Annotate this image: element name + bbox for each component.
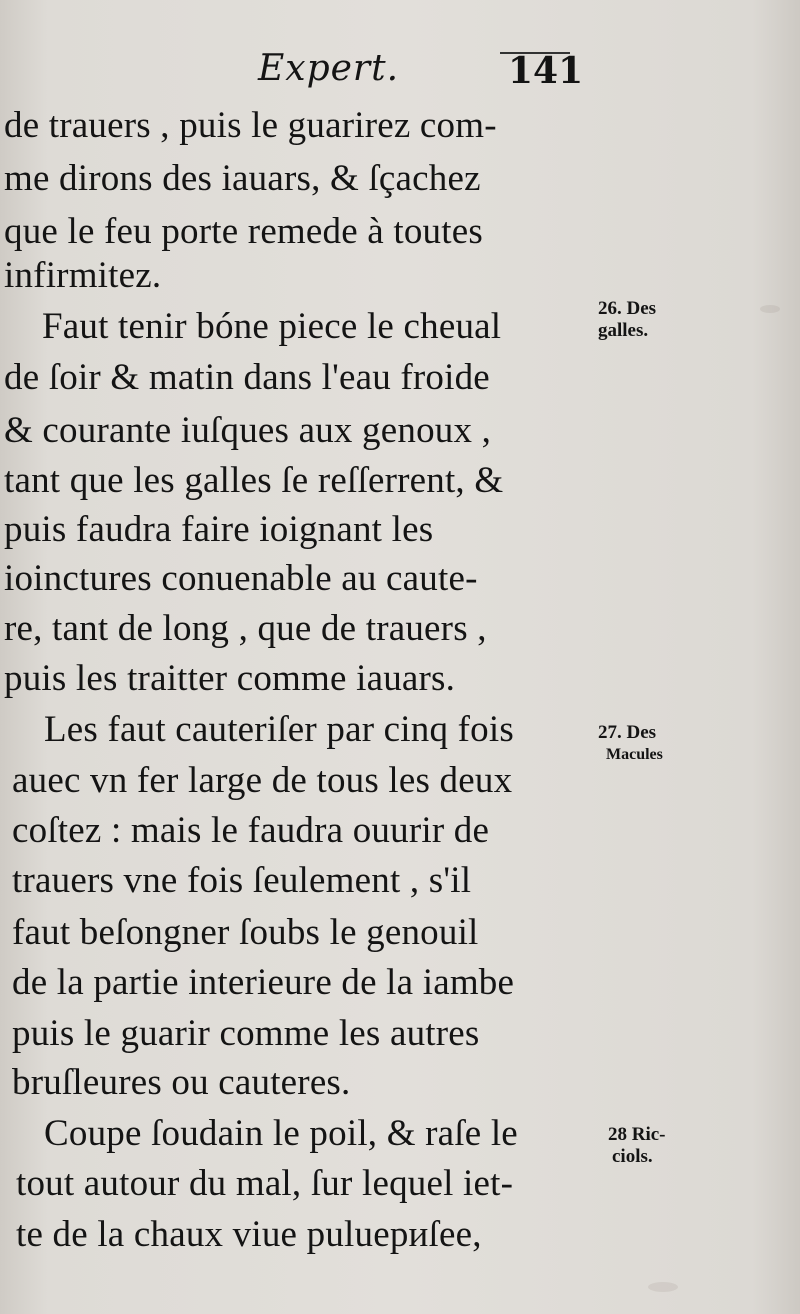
margin-note-number: 27. Des: [598, 722, 657, 743]
margin-note-label: Macules: [606, 746, 663, 763]
paper-stain: [760, 305, 780, 313]
text-line: Coupe ſoudain le poil, & raſe le: [44, 1113, 518, 1154]
text-line: ioinctures conuenable au caute-: [4, 558, 478, 599]
text-line: Faut tenir bóne piece le cheual: [42, 306, 502, 347]
text-line: auec vn fer large de tous les deux: [12, 760, 513, 801]
text-line: de la partie interieure de la iambe: [12, 962, 515, 1003]
text-line: & courante iuſques aux genoux ,: [4, 410, 492, 451]
text-line: que le feu porte remede à toutes: [4, 211, 483, 252]
margin-note-label: ciols.: [612, 1146, 653, 1167]
text-line: faut beſongner ſoubs le genouil: [12, 912, 479, 953]
text-line: te de la chaux viue puluериſee,: [16, 1214, 482, 1255]
text-line: coſtez : mais le faudra ouurir de: [12, 810, 490, 851]
text-line: puis faudra faire ioignant les: [4, 509, 434, 550]
margin-note-number: 28 Ric-: [608, 1124, 666, 1145]
margin-note: [598, 722, 663, 766]
text-line: tant que les galles ſe reſſerrent, &: [4, 460, 504, 501]
margin-note: [598, 298, 656, 342]
margin-note: [608, 1124, 666, 1168]
text-line: de ſoir & matin dans l'eau froide: [4, 357, 490, 398]
text-line: de trauers , puis le guarirez com-: [4, 105, 497, 146]
margin-note-number: 26. Des: [598, 298, 657, 319]
text-line: me dirons des iauars, & ſçachez: [4, 158, 481, 199]
page-number: 141: [508, 50, 584, 92]
paper-stain: [648, 1282, 678, 1292]
text-line: re, tant de long , que de trauers ,: [4, 608, 487, 649]
text-line: puis les traitter comme iauars.: [4, 658, 456, 699]
margin-note-label: galles.: [598, 320, 649, 341]
text-line: infirmitez.: [4, 255, 162, 296]
text-line: bruſleures ou cauteres.: [12, 1062, 351, 1103]
running-head: [0, 48, 800, 98]
text-line: puis le guarir comme les autres: [12, 1013, 480, 1054]
text-line: trauers vne fois ſeulement , s'il: [12, 860, 472, 901]
text-line: tout autour du mal, ſur lequel iet-: [16, 1163, 514, 1204]
text-line: Les faut cauteriſer par cinq fois: [44, 709, 514, 750]
running-head-title: Expert.: [258, 48, 400, 89]
